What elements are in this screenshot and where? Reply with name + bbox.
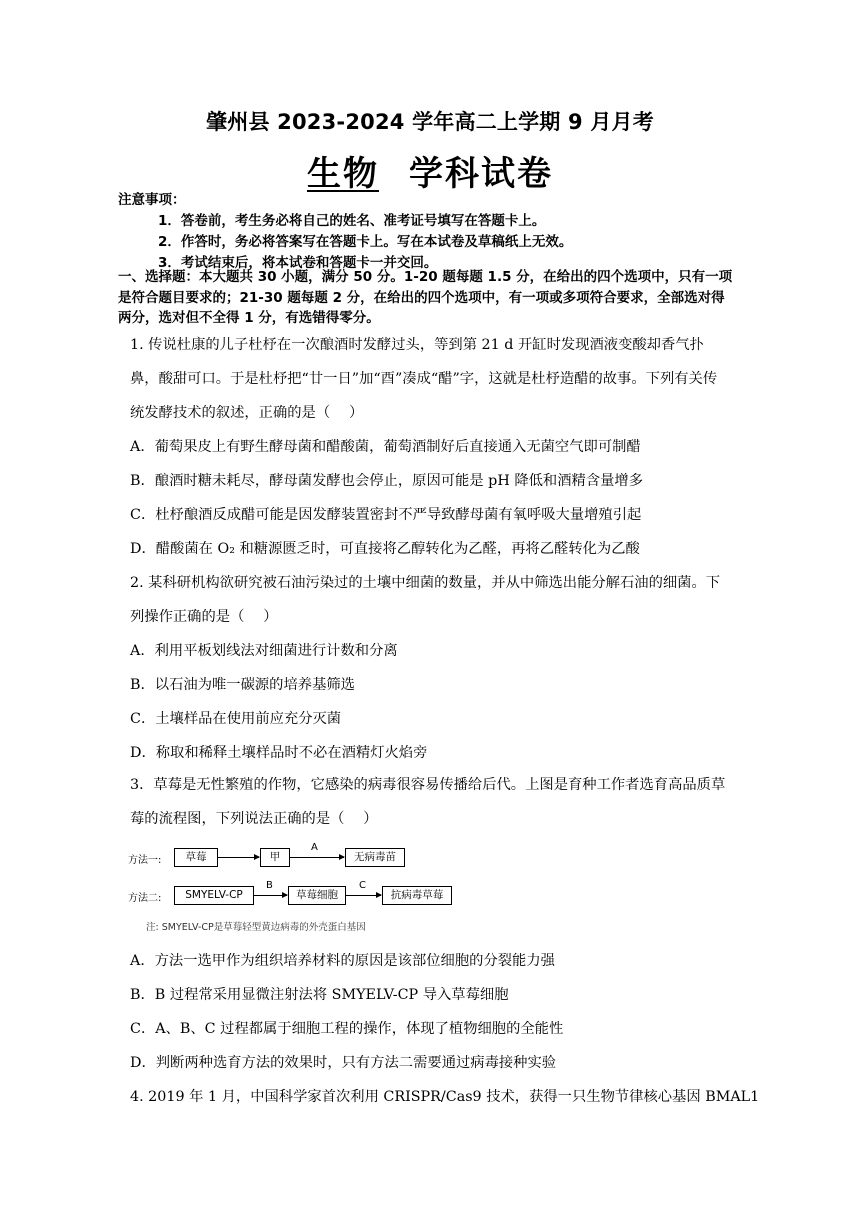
notes-block (118, 190, 572, 274)
method2-label: 方法二: (128, 893, 162, 904)
question-4 (130, 1080, 760, 1114)
exam-subtitle (0, 146, 860, 195)
question-3-stem (130, 768, 730, 836)
option-c: C．土壤样品在使用前应充分灭菌 (130, 711, 342, 727)
arrow-label-c: C (359, 880, 366, 891)
arrow-icon (289, 857, 344, 858)
notes-item: 1．答卷前，考生务必将自己的姓名、准考证号填写在答题卡上。 (158, 213, 546, 229)
option-d: D．称取和稀释土壤样品时不必在酒精灯火焰旁 (130, 745, 428, 761)
smyelv-cp-box: SMYELV-CP (174, 886, 254, 905)
arrow-icon (217, 857, 259, 858)
jia-box: 甲 (260, 848, 290, 867)
arrow-label-b: B (266, 880, 273, 891)
question-stem: 1. 传说杜康的儿子杜杼在一次酿酒时发酵过头，等到第 21 d 开缸时发现酒液变酸却香气扑鼻，酸甜可口。于是杜杼把“廿一日”加“酉”凑成“醋”字，这就是杜杼造醋的故事。下列有关传统发酵技术的叙述，正确的是（ ） (130, 337, 718, 421)
notes-heading: 注意事项： (118, 192, 186, 208)
subtitle-text: 学科试卷 (409, 154, 553, 194)
diagram-note: 注: SMYELV-CP是草莓轻型黄边病毒的外壳蛋白基因 (146, 922, 366, 933)
notes-item: 3．考试结束后，将本试卷和答题卡一并交回。 (158, 255, 438, 271)
arrow-icon (345, 895, 381, 896)
exam-title: 肇州县 2023-2024 学年高二上学期 9 月月考 (206, 110, 654, 134)
breeding-flowchart (128, 838, 458, 938)
question-1 (130, 328, 730, 566)
question-stem: 4. 2019 年 1 月，中国科学家首次利用 CRISPR/Cas9 技术，获得一只生物节律核心基因 BMAL1 (130, 1089, 760, 1105)
strawberry-cell-box: 草莓细胞 (288, 886, 346, 905)
option-d: D．判断两种选育方法的效果时，只有方法二需要通过病毒接种实验 (130, 1055, 557, 1071)
section-instructions: 一、选择题：本大题共 30 小题，满分 50 分。1-20 题每题 1.5 分，在给出的四个选项中，只有一项是符合题目要求的；21-30 题每题 2 分，在给出的四个选项中，有一项或多项符合要求，全部选对得两分，选对但不全得 1 分，有选错得零分。 (118, 269, 733, 326)
subject-name: 生物 (307, 154, 379, 194)
option-c: C．杜杼酿酒反成醋可能是因发酵装置密封不严导致酵母菌有氧呼吸大量增殖引起 (130, 507, 642, 523)
method1-label: 方法一: (128, 855, 162, 866)
option-a: A．方法一选甲作为组织培养材料的原因是该部位细胞的分裂能力强 (130, 953, 555, 969)
question-2 (130, 566, 730, 770)
question-stem: 3．草莓是无性繁殖的作物，它感染的病毒很容易传播给后代。上图是育种工作者选育高品质草莓的流程图，下列说法正确的是（ ） (130, 777, 726, 827)
option-b: B．酿酒时糖未耗尽，酵母菌发酵也会停止，原因可能是 pH 降低和酒精含量增多 (130, 473, 644, 489)
resistant-strawberry-box: 抗病毒草莓 (382, 886, 452, 905)
question-stem: 2. 某科研机构欲研究被石油污染过的土壤中细菌的数量，并从中筛选出能分解石油的细菌。下列操作正确的是（ ） (130, 575, 721, 625)
option-a: A．葡萄果皮上有野生酵母菌和醋酸菌，葡萄酒制好后直接通入无菌空气即可制醋 (130, 439, 641, 455)
option-c: C．A、B、C 过程都属于细胞工程的操作，体现了植物细胞的全能性 (130, 1021, 564, 1037)
notes-item: 2．作答时，务必将答案写在答题卡上。写在本试卷及草稿纸上无效。 (158, 234, 573, 250)
option-d: D．醋酸菌在 O₂ 和糖源匮乏时，可直接将乙醇转化为乙醛，再将乙醛转化为乙酸 (130, 541, 640, 557)
arrow-icon (253, 895, 287, 896)
option-a: A．利用平板划线法对细菌进行计数和分离 (130, 643, 398, 659)
option-b: B．以石油为唯一碳源的培养基筛选 (130, 677, 355, 693)
strawberry-box: 草莓 (174, 848, 218, 867)
arrow-label-a: A (311, 842, 318, 853)
option-b: B．B 过程常采用显微注射法将 SMYELV-CP 导入草莓细胞 (130, 987, 509, 1003)
virus-free-seedling-box: 无病毒苗 (345, 848, 405, 867)
question-3-options (130, 944, 730, 1080)
